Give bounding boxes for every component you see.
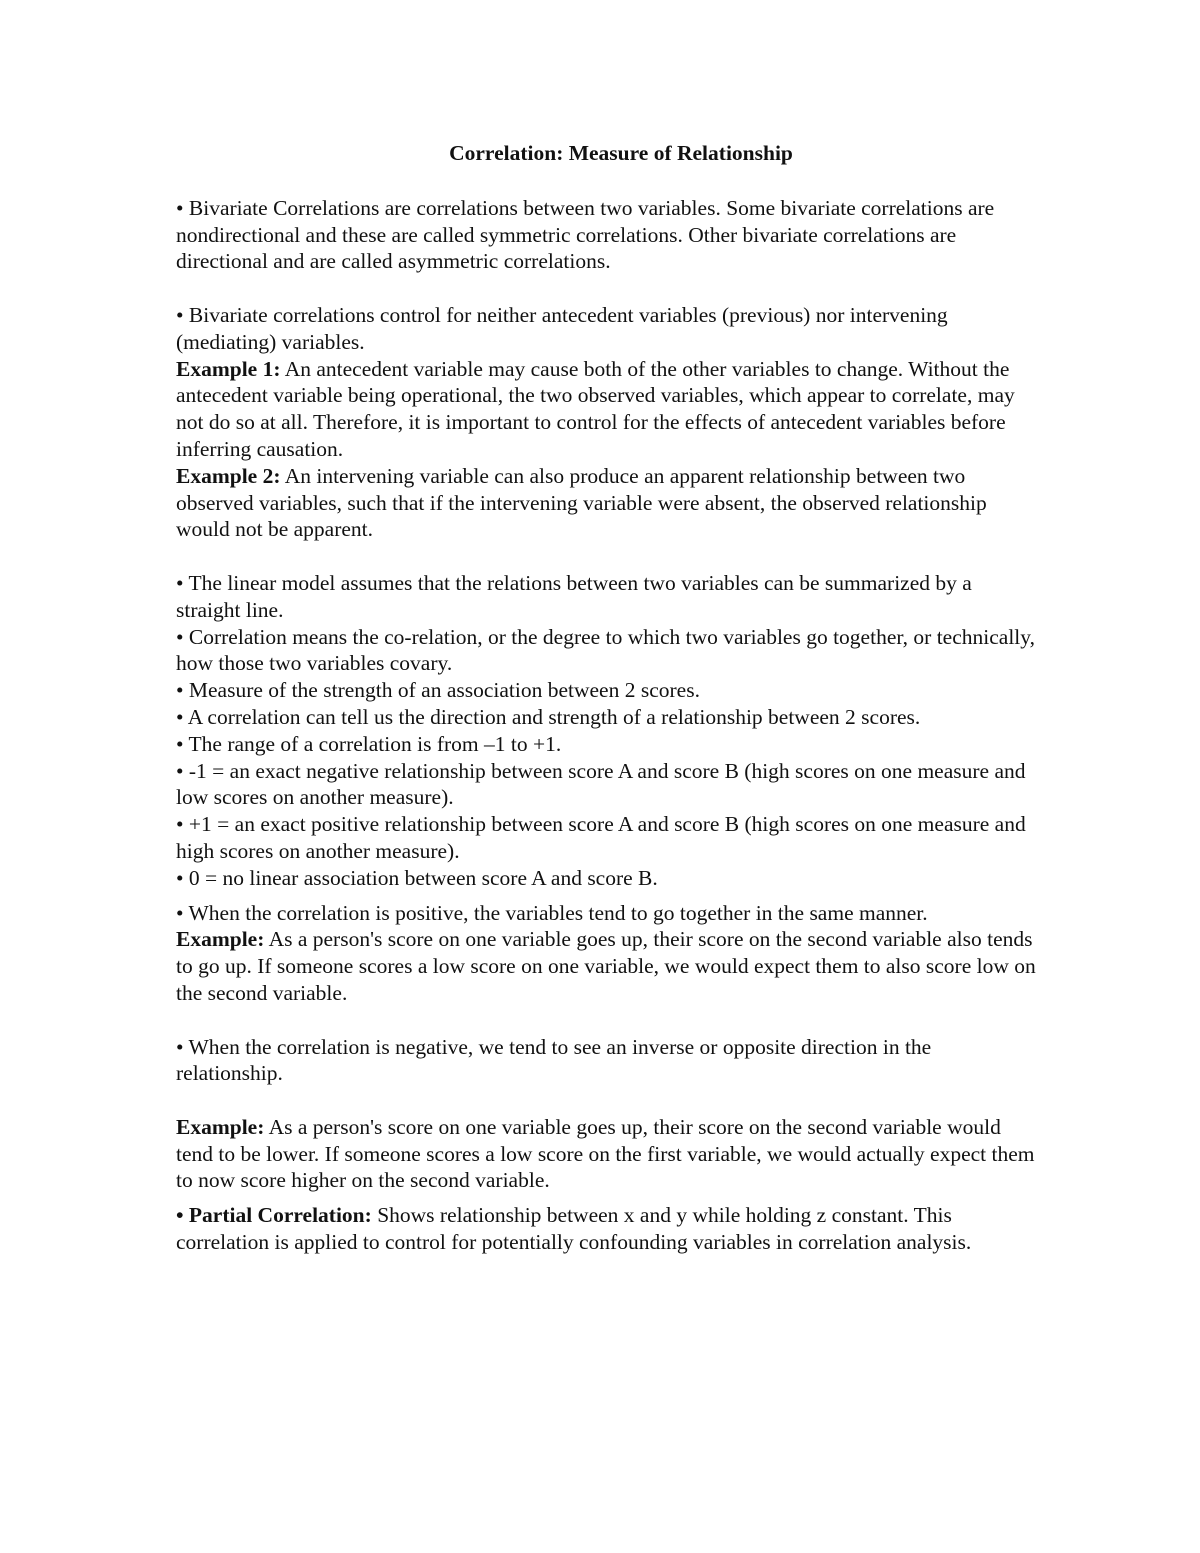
- negative-example: [176, 1114, 1036, 1194]
- zero-definition: • 0 = no linear association between score A and score B.: [176, 865, 658, 890]
- negative-example-label: Example:: [176, 1114, 265, 1139]
- linear-model: • The linear model assumes that the relations between two variables can be summarized by a straight line.: [176, 570, 972, 622]
- document-title: Correlation: Measure of Relationship: [449, 141, 793, 165]
- positive-correlation: • When the correlation is positive, the variables tend to go together in the same manner.: [176, 900, 928, 925]
- example-1-label: Example 1:: [176, 356, 281, 381]
- corelation-definition: • Correlation means the co-relation, or the degree to which two variables go together, or technically, how those two variables covary.: [176, 624, 1035, 676]
- positive-example: [176, 926, 1036, 1006]
- negative-example-text: As a person's score on one variable goes up, their score on the second variable would tend to be lower. If someone scores a low score on the first variable, we would actually expect them to now score higher on the second variable.: [176, 1114, 1035, 1193]
- minus-one-definition: • -1 = an exact negative relationship between score A and score B (high scores on one measure and low scores on another measure).: [176, 758, 1026, 810]
- example-1-text: An antecedent variable may cause both of the other variables to change. Without the antecedent variable being operational, the two observed variables, which appear to correlate, may not do so at all. Therefore, it is important to control for the effects of antecedent variables before inferring causation.: [176, 356, 1015, 461]
- correlation-range: • The range of a correlation is from –1 to +1.: [176, 731, 562, 756]
- partial-correlation: [176, 1202, 1036, 1256]
- positive-example-label: Example:: [176, 927, 265, 952]
- strength-measure: • Measure of the strength of an association between 2 scores.: [176, 678, 700, 703]
- example-2: [176, 463, 1036, 543]
- partial-correlation-label: • Partial Correlation:: [176, 1203, 372, 1228]
- bivariate-control: • Bivariate correlations control for neither antecedent variables (previous) nor intervening (mediating) variables.: [176, 302, 948, 354]
- partial-correlation-text: Shows relationship between x and y while holding z constant. This correlation is applied to control for potentially confounding variables in correlation analysis.: [176, 1203, 972, 1255]
- negative-correlation: • When the correlation is negative, we tend to see an inverse or opposite direction in the relationship.: [176, 1034, 932, 1086]
- plus-one-definition: • +1 = an exact positive relationship between score A and score B (high scores on one measure and high scores on another measure).: [176, 812, 1026, 863]
- bivariate-definition: • Bivariate Correlations are correlations between two variables. Some bivariate correlations are nondirectional and these are called symmetric correlations. Other bivariate correlations are directional and are called asymmetric correlations.: [176, 195, 995, 274]
- example-1: [176, 356, 1036, 463]
- example-2-text: An intervening variable can also produce an apparent relationship between two observed variables, such that if the intervening variable were absent, the observed relationship would not be apparent.: [176, 463, 987, 542]
- example-2-label: Example 2:: [176, 463, 281, 488]
- positive-example-text: As a person's score on one variable goes up, their score on the second variable also tends to go up. If someone scores a low score on one variable, we would expect them to also score low on the second variable.: [176, 927, 1036, 1005]
- document-page: [176, 140, 1036, 1256]
- direction-strength: • A correlation can tell us the direction and strength of a relationship between 2 scores.: [176, 704, 921, 729]
